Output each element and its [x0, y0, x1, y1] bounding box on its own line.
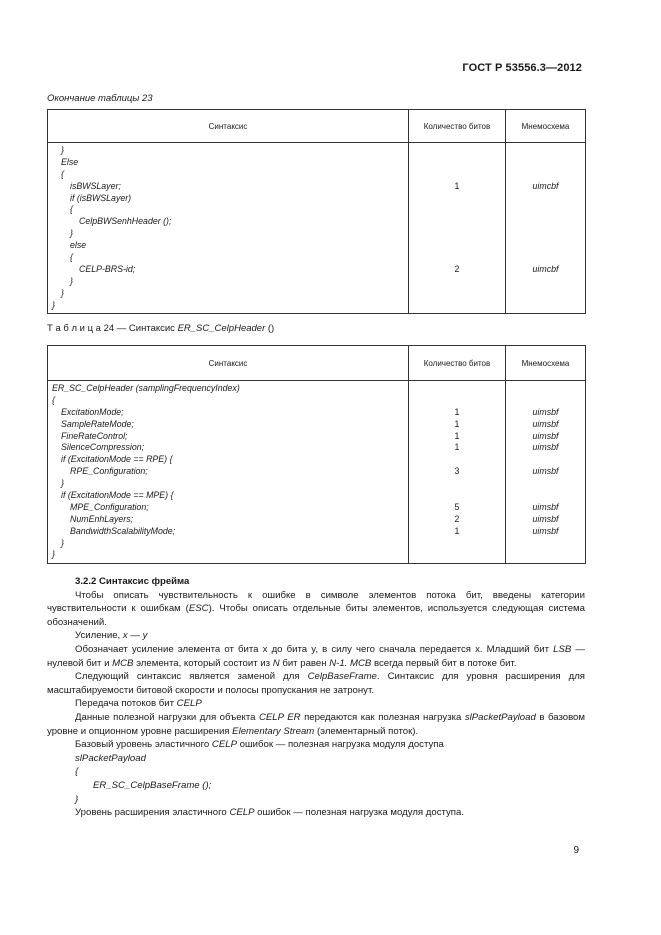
bits-value: 2	[454, 263, 460, 274]
syntax-line: NumEnhLayers;	[70, 513, 134, 524]
mnemonic-value	[506, 288, 585, 300]
standard-header: ГОСТ Р 53556.3—2012	[462, 62, 582, 74]
mnemonic-value: uimsbf	[532, 501, 559, 512]
bits-value: 1	[454, 180, 460, 191]
syntax-line: else	[70, 240, 87, 251]
syntax-line: }	[70, 228, 73, 239]
syntax-line: CelpBWSenhHeader ();	[79, 216, 172, 227]
syntax-line: }	[61, 537, 64, 548]
syntax-cell	[48, 143, 409, 314]
syntax-line: FineRateControl;	[61, 430, 128, 441]
bits-value	[409, 549, 505, 561]
bits-value	[409, 454, 505, 466]
mnemonic-value	[506, 490, 585, 502]
mnemonic-value	[506, 216, 585, 228]
bits-value: 1	[454, 406, 460, 417]
paragraph: Усиление, x — y	[75, 630, 148, 642]
bits-value	[409, 240, 505, 252]
bits-value	[409, 288, 505, 300]
syntax-line: }	[70, 275, 73, 286]
syntax-line: BandwidthScalabilityMode;	[70, 525, 176, 536]
mnemonic-value: uimsbf	[532, 466, 559, 477]
col-bits-header: Количество битов	[409, 346, 506, 381]
bits-value	[409, 252, 505, 264]
mnemonic-value	[506, 549, 585, 561]
table24-caption-prefix: Т а б л и ц а 24 — Синтаксис	[47, 323, 175, 334]
col-syntax-header: Синтаксис	[48, 346, 409, 381]
paragraph: Уровень расширения эластичного CELP ошибок — полезная нагрузка модуля доступа.	[75, 807, 464, 819]
table-24	[47, 345, 586, 564]
table24-caption	[47, 323, 274, 334]
code-line: {	[75, 766, 79, 778]
col-mnemonic-header: Мнемосхема	[506, 346, 586, 381]
bits-value: 5	[454, 501, 460, 512]
mnemonic-value: uimcbf	[532, 263, 559, 274]
syntax-line: if (isBWSLayer)	[70, 192, 132, 203]
mnemonic-value	[506, 300, 585, 312]
section-heading: 3.2.2 Синтаксис фрейма	[75, 576, 190, 587]
bits-value	[409, 228, 505, 240]
paragraph: Базовый уровень эластичного CELP ошибок — полезная нагрузка модуля доступа	[75, 739, 444, 751]
syntax-line: {	[70, 204, 73, 215]
bits-value	[409, 383, 505, 395]
mnemonic-value: uimsbf	[532, 525, 559, 536]
syntax-line: }	[52, 549, 55, 560]
syntax-line: }	[61, 287, 64, 298]
paragraph: Следующий синтаксис является заменой для CelpBaseFrame. Синтаксис для уровня расширения для масштабируемости битовой скорости и полосы пропускания не затронут.	[47, 671, 585, 696]
mnemonic-value	[506, 228, 585, 240]
bits-value	[409, 478, 505, 490]
mnemonic-value	[506, 276, 585, 288]
mnemonic-cell	[506, 143, 586, 314]
section-body	[47, 575, 585, 820]
mnemonic-value	[506, 193, 585, 205]
bits-value: 1	[454, 525, 460, 536]
bits-value	[409, 169, 505, 181]
mnemonic-value	[506, 252, 585, 264]
syntax-line: SilenceCompression;	[61, 442, 145, 453]
mnemonic-value	[506, 145, 585, 157]
col-bits-header: Количество битов	[409, 110, 506, 143]
code-line: ER_SC_CelpBaseFrame ();	[93, 779, 212, 791]
bits-value: 1	[454, 442, 460, 453]
bits-value: 2	[454, 513, 460, 524]
bits-cell	[409, 381, 506, 564]
paragraph: Чтобы описать чувствительность к ошибке в символе элементов потока бит, введены категории чувствительности к ошибкам (ESC). Чтобы описать отдельные биты элементов, используется следующая система обозначений.	[47, 589, 585, 628]
syntax-line: isBWSLayer;	[70, 180, 121, 191]
mnemonic-value: uimsbf	[532, 430, 559, 441]
bits-cell	[409, 143, 506, 314]
syntax-line: RPE_Configuration;	[70, 466, 148, 477]
syntax-line: if (ExcitationMode == RPE) {	[61, 454, 173, 465]
code-line: slPacketPayload	[75, 752, 146, 764]
bits-value: 1	[454, 418, 460, 429]
syntax-line: }	[52, 299, 55, 310]
mnemonic-value	[506, 395, 585, 407]
bits-value	[409, 157, 505, 169]
mnemonic-value: uimsbf	[532, 406, 559, 417]
syntax-line: if (ExcitationMode == MPE) {	[61, 490, 174, 501]
bits-value	[409, 395, 505, 407]
mnemonic-value	[506, 478, 585, 490]
col-syntax-header: Синтаксис	[48, 110, 409, 143]
mnemonic-value: uimsbf	[532, 442, 559, 453]
table23-caption: Окончание таблицы 23	[47, 93, 153, 104]
syntax-line: ER_SC_CelpHeader (samplingFrequencyIndex)	[52, 383, 240, 393]
mnemonic-value	[506, 383, 585, 395]
bits-value	[409, 538, 505, 550]
page-number: 9	[573, 845, 579, 856]
mnemonic-value	[506, 538, 585, 550]
syntax-line: {	[52, 394, 55, 405]
bits-value	[409, 276, 505, 288]
syntax-line: CELP-BRS-id;	[79, 263, 136, 274]
bits-value	[409, 145, 505, 157]
bits-value: 3	[454, 466, 460, 477]
mnemonic-cell	[506, 381, 586, 564]
col-mnemonic-header: Мнемосхема	[506, 110, 586, 143]
mnemonic-value	[506, 240, 585, 252]
syntax-cell	[48, 381, 409, 564]
table24-caption-suffix: ()	[267, 323, 275, 334]
syntax-line: SampleRateMode;	[61, 418, 134, 429]
paragraph: Обозначает усиление элемента от бита x до бита y, в силу чего сначала передается x. Младший бит LSB — нулевой бит и MCB элемента, который состоит из N бит равен N-1. MCB всегда первый бит в потоке бит.	[47, 643, 585, 669]
bits-value	[409, 300, 505, 312]
bits-value	[409, 490, 505, 502]
syntax-line: Else	[61, 156, 79, 167]
bits-value	[409, 193, 505, 205]
syntax-line: }	[61, 478, 64, 489]
mnemonic-value	[506, 157, 585, 169]
syntax-line: ExcitationMode;	[61, 406, 124, 417]
syntax-line: {	[70, 252, 73, 263]
mnemonic-value: uimcbf	[532, 180, 559, 191]
mnemonic-value: uimsbf	[532, 418, 559, 429]
table24-caption-name: ER_SC_CelpHeader	[177, 323, 266, 334]
mnemonic-value	[506, 169, 585, 181]
code-line: }	[75, 793, 79, 805]
mnemonic-value	[506, 454, 585, 466]
paragraph: Данные полезной нагрузки для объекта CELP ER передаются как полезная нагрузка slPacketPayload в базовом уровне и опционном уровне расширения Elementary Stream (элементарный поток).	[47, 711, 585, 737]
bits-value	[409, 216, 505, 228]
syntax-line: }	[61, 145, 64, 155]
syntax-line: {	[61, 168, 64, 179]
bits-value	[409, 204, 505, 216]
bits-value: 1	[454, 430, 460, 441]
mnemonic-value: uimsbf	[532, 513, 559, 524]
syntax-line: MPE_Configuration;	[70, 501, 149, 512]
table-23	[47, 109, 586, 314]
mnemonic-value	[506, 204, 585, 216]
paragraph: Передача потоков бит CELP	[75, 698, 202, 710]
